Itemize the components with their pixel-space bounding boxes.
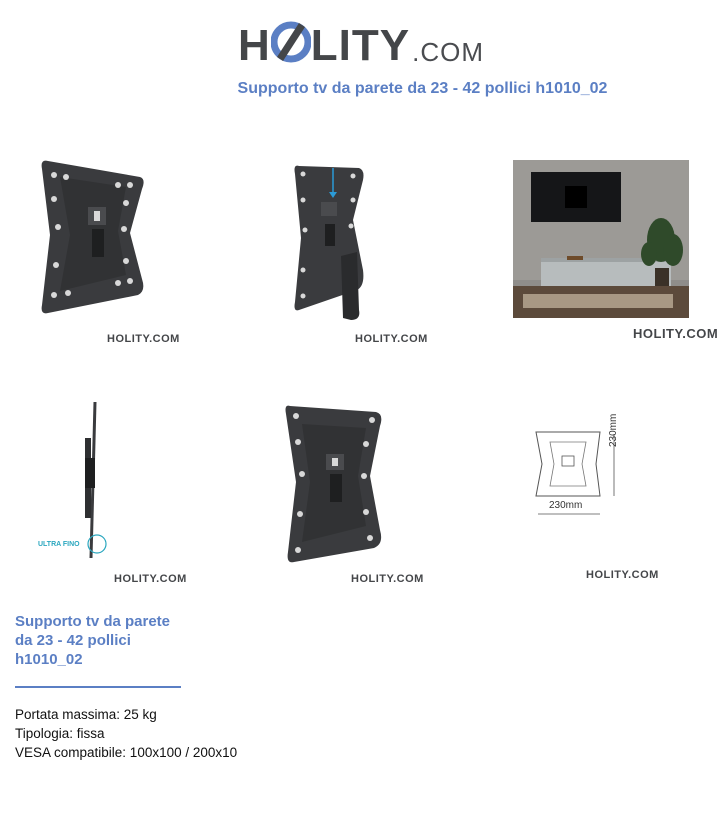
watermark-text: HOLITY.COM	[114, 573, 187, 585]
logo-lity: LITY	[310, 21, 411, 70]
watermark-logo	[633, 326, 718, 341]
watermark-logo	[107, 333, 180, 345]
dimension-height: 230mm	[608, 413, 619, 447]
watermark-logo	[114, 573, 187, 585]
ultra-fino-label: ULTRA FINO	[38, 541, 80, 548]
product-image-angle[interactable]	[280, 402, 390, 567]
watermark-text: HOLITY.COM	[107, 333, 180, 345]
product-image-room[interactable]	[513, 160, 689, 318]
dimension-width: 230mm	[549, 500, 583, 511]
product-name-underline	[15, 686, 181, 688]
product-image-front[interactable]	[30, 155, 160, 325]
watermark-text: HOLITY.COM	[633, 326, 719, 341]
logo-com: .COM	[412, 37, 484, 67]
watermark-text: HOLITY.COM	[355, 333, 428, 345]
watermark-text: HOLITY.COM	[351, 573, 424, 585]
watermark-text: HOLITY.COM	[586, 569, 659, 581]
logo-o-icon	[271, 19, 311, 68]
watermark-logo	[351, 573, 424, 585]
watermark-logo	[586, 569, 659, 581]
logo-h: H	[238, 21, 271, 70]
product-image-tilted[interactable]	[285, 160, 375, 325]
watermark-logo	[355, 333, 428, 345]
page-title: Supporto tv da parete da 23 - 42 pollici h1010_02	[237, 80, 608, 97]
holity-logo[interactable]	[238, 18, 484, 68]
spec-vesa: VESA compatibile: 100x100 / 200x10	[15, 745, 238, 760]
spec-max-load: Portata massima: 25 kg	[15, 707, 157, 722]
product-specs	[15, 705, 255, 762]
spec-type: Tipologia: fissa	[15, 726, 105, 741]
product-name[interactable]: Supporto tv da parete da 23 - 42 pollici h1010_02	[15, 613, 171, 668]
